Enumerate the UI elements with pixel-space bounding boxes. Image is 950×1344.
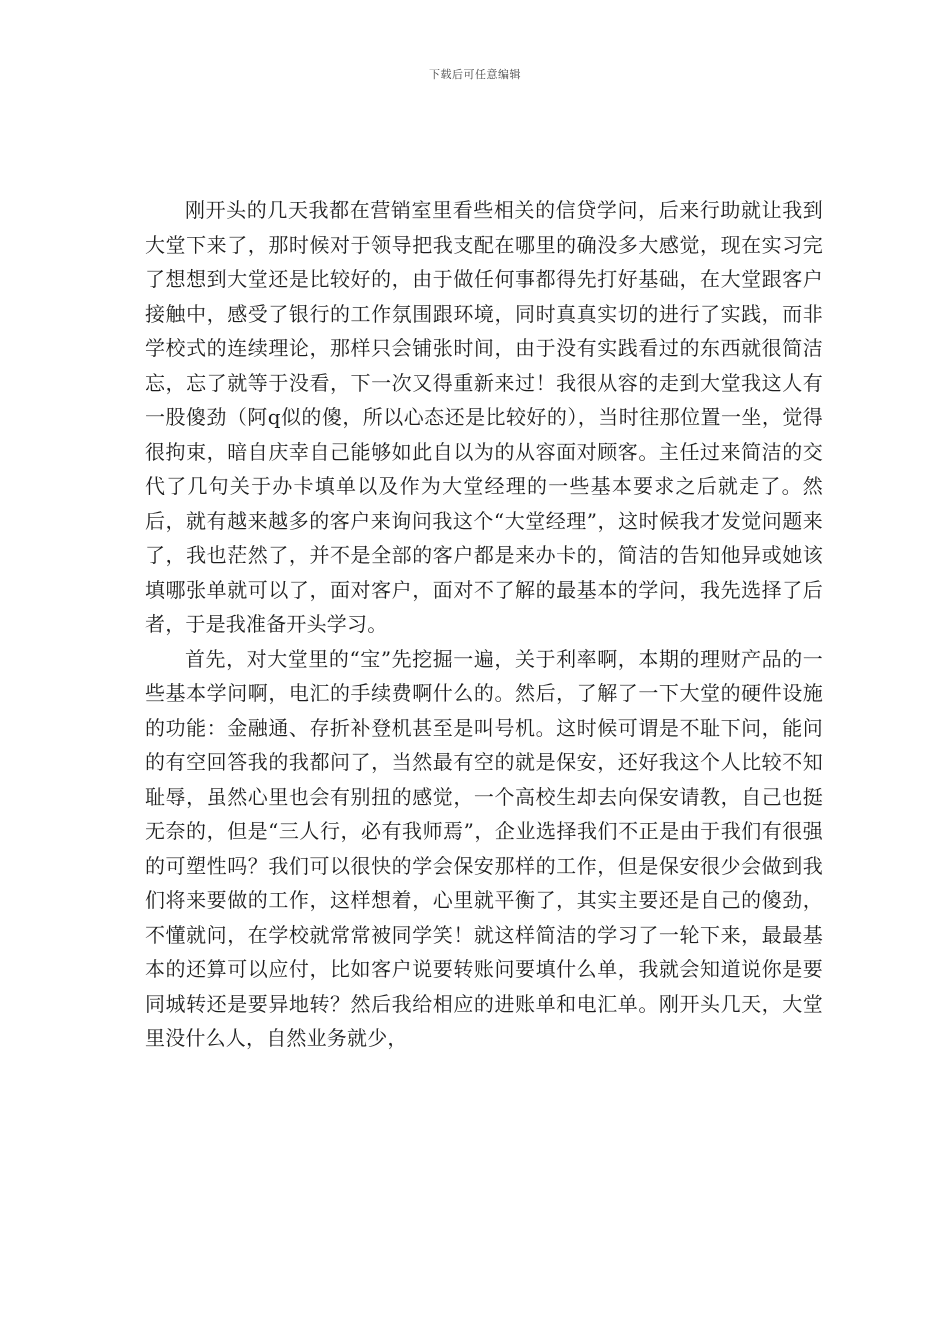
document-body [145, 193, 823, 1056]
paragraph-1: 刚开头的几天我都在营销室里看些相关的信贷学问，后来行助就让我到大堂下来了，那时候对于领导把我支配在哪里的确没多大感觉，现在实习完了想想到大堂还是比较好的，由于做任何事都得先打好基础，在大堂跟客户接触中，感受了银行的工作氛围跟环境，同时真真实切的进行了实践，而非学校式的连续理论，那样只会铺张时间，由于没有实践看过的东西就很简洁忘，忘了就等于没看，下一次又得重新来过！我很从容的走到大堂我这人有一股傻劲（阿q似的傻，所以心态还是比较好的），当时往那位置一坐，觉得很拘束，暗自庆幸自己能够如此自以为的从容面对顾客。主任过来简洁的交代了几句关于办卡填单以及作为大堂经理的一些基本要求之后就走了。然后，就有越来越多的客户来询问我这个“大堂经理”，这时候我才发觉问题来了，我也茫然了，并不是全部的客户都是来办卡的，简洁的告知他异或她该填哪张单就可以了，面对客户，面对不了解的最基本的学问，我先选择了后者，于是我准备开头学习。 [145, 198, 823, 636]
page-header: 下载后可任意编辑 [429, 68, 521, 81]
paragraph-2: 首先，对大堂里的“宝”先挖掘一遍，关于利率啊，本期的理财产品的一些基本学问啊，电汇的手续费啊什么的。然后，了解了一下大堂的硬件设施的功能：金融通、存折补登机甚至是叫号机。这时候可谓是不耻下问，能问的有空回答我的我都问了，当然最有空的就是保安，还好我这个人比较不知耻辱，虽然心里也会有别扭的感觉，一个高校生却去向保安请教，自己也挺无奈的，但是“三人行，必有我师焉”，企业选择我们不正是由于我们有很强的可塑性吗？我们可以很快的学会保安那样的工作，但是保安很少会做到我们将来要做的工作，这样想着，心里就平衡了，其实主要还是自己的傻劲，不懂就问，在学校就常常被同学笑！就这样简洁的学习了一轮下来，最最基本的还算可以应付，比如客户说要转账问要填什么单，我就会知道说你是要同城转还是要异地转？然后我给相应的进账单和电汇单。刚开头几天，大堂里没什么人，自然业务就少， [145, 646, 823, 1050]
